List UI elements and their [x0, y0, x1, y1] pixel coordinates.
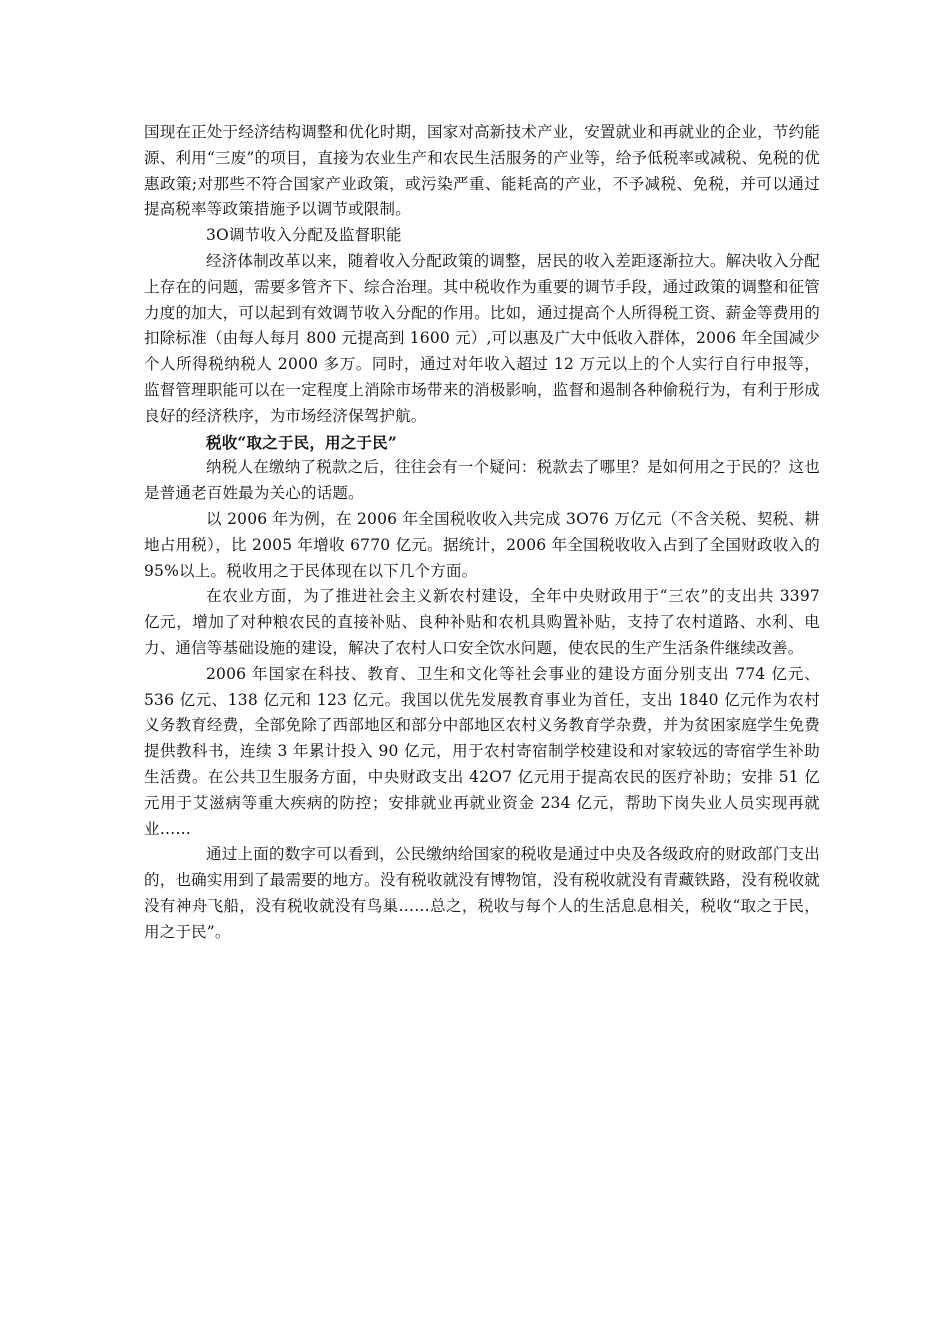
paragraph-conclusion: 通过上面的数字可以看到，公民缴纳给国家的税收是通过中央及各级政府的财政部门支出的，也确实用到了最需要的地方。没有税收就没有博物馆，没有税收就没有青藏铁路，没有税收就没有神舟飞船，没有税收就没有鸟巢……总之，税收与每个人的生活息息相关，税收“取之于民，用之于民”。	[144, 845, 820, 941]
section-heading-tax-for-people: 税收“取之于民，用之于民”	[206, 432, 397, 452]
document-body	[144, 120, 820, 946]
paragraph-agriculture: 在农业方面，为了推进社会主义新农村建设，全年中央财政用于“三农”的支出共 3397 亿元，增加了对种粮农民的直接补贴、良种补贴和农机具购置补贴，支持了农村道路、水利、电力、通信等基础设施的建设，解决了农村人口安全饮水问题，使农民的生产生活条件继续改善。	[144, 587, 820, 657]
section-heading-income-distribution: 3O调节收入分配及监督职能	[206, 226, 402, 245]
paragraph-taxpayer-question: 纳税人在缴纳了税款之后，往往会有一个疑问：税款去了哪里？是如何用之于民的？这也是普通老百姓最为关心的话题。	[144, 458, 820, 503]
paragraph-industry-policy: 国现在正处于经济结构调整和优化时期，国家对高新技术产业，安置就业和再就业的企业，节约能源、利用“三废”的项目，直接为农业生产和农民生活服务的产业等，给予低税率或减税、免税的优惠政策;对那些不符合国家产业政策，或污染严重、能耗高的产业，不予减税、免税，并可以通过提高税率等政策措施予以调节或限制。	[144, 123, 820, 219]
paragraph-2006-revenue: 以 2006 年为例，在 2006 年全国税收收入共完成 3O76 万亿元（不含关税、契税、耕地占用税），比 2005 年增收 6770 亿元。据统计，2006 年全国税收收入占到了全国财政收入的 95%以上。税收用之于民体现在以下几个方面。	[144, 509, 820, 580]
paragraph-income-distribution: 经济体制改革以来，随着收入分配政策的调整，居民的收入差距逐渐拉大。解决收入分配上存在的问题，需要多管齐下、综合治理。其中税收作为重要的调节手段，通过政策的调整和征管力度的加大，可以起到有效调节收入分配的作用。比如，通过提高个人所得税工资、薪金等费用的扣除标准（由每人每月 800 元提高到 1600 元）,可以惠及广大中低收入群体，2006 年全国减少个人所得税纳税人 2000 多万。同时，通过对年收入超过 12 万元以上的个人实行自行申报等，监督管理职能可以在一定程度上消除市场带来的消极影响，监督和遏制各种偷税行为，有利于形成良好的经济秩序，为市场经济保驾护航。	[144, 251, 820, 425]
paragraph-social-programs: 2006 年国家在科技、教育、卫生和文化等社会事业的建设方面分别支出 774 亿元、536 亿元、138 亿元和 123 亿元。我国以优先发展教育事业为首任，支出 1840 亿元作为农村义务教育经费，全部免除了西部地区和部分中部地区农村义务教育学杂费，并为贫困家庭学生免费提供教科书，连续 3 年累计投入 90 亿元，用于农村寄宿制学校建设和对家较远的寄宿学生补助生活费。在公共卫生服务方面，中央财政支出 42O7 亿元用于提高农民的医疗补助；安排 51 亿元用于艾滋病等重大疾病的防控；安排就业再就业资金 234 亿元，帮助下岗失业人员实现再就业……	[144, 664, 820, 838]
